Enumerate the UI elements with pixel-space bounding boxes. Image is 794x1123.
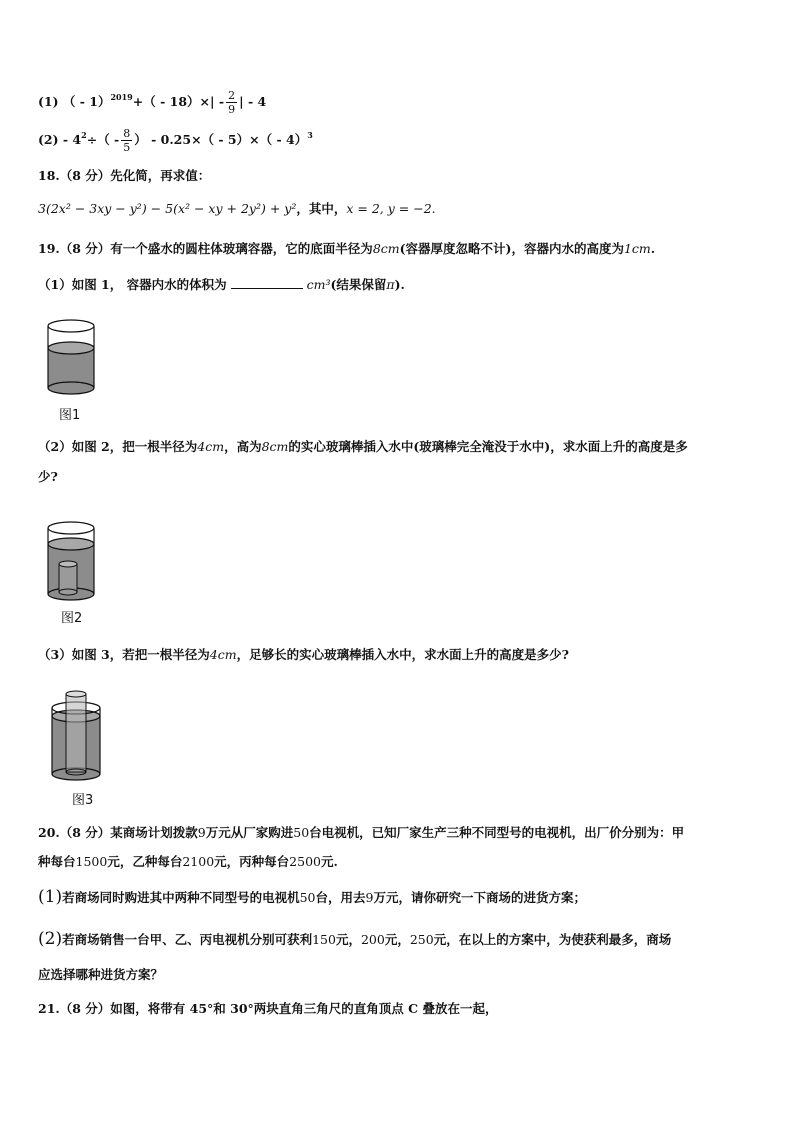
- question-20-line-1: 20.（8 分）某商场计划拨款9万元从厂家购进50台电视机，已知厂家生产三种不同型号的电视机，出厂价分别为：甲: [38, 825, 685, 840]
- problem-label: (1): [38, 94, 59, 109]
- question-19-part-2: （2）如图 2，把一根半径为4cm，高为8cm的实心玻璃棒插入水中(玻璃棒完全淹没于水中)，求水面上升的高度是多: [38, 439, 688, 454]
- question-19-part-2-cont: 少?: [38, 469, 58, 484]
- figure-2-caption: 图2: [61, 611, 83, 626]
- figure-3-caption: 图3: [72, 793, 94, 808]
- problem-2: $(2) - 4^2\div$（ - $\frac{8}{5}$ ） - 0.25×（ - 5）×（ - 4）$^3$: [38, 127, 313, 154]
- question-18-expression: 3(2x² − 3xy − y²) − 5(x² − xy + 2y²) + y²，其中，x = 2, y = −2.: [38, 201, 436, 216]
- question-20-part-2: (2)若商场销售一台甲、乙、丙电视机分别可获利150元，200元，250元，在以上的方案中，为使获利最多，商场: [38, 929, 672, 949]
- figure-1-cylinder: [46, 318, 98, 396]
- question-19-heading: 19.（8 分）有一个盛水的圆柱体玻璃容器，它的底面半径为8cm(容器厚度忽略不计)，容器内水的高度为1cm.: [38, 241, 656, 256]
- problem-1: (1) （ - 1）$^{2019}$+（ - 18）×| - $\frac{2}{9}$ | - 4: [38, 89, 267, 116]
- figure-2-cylinder-with-rod: [46, 520, 98, 602]
- question-18-heading: 18.（8 分）先化简，再求值：: [38, 168, 211, 183]
- problem-label: (2): [38, 132, 59, 147]
- question-19-part-3: （3）如图 3，若把一根半径为4cm，足够长的实心玻璃棒插入水中，求水面上升的高度是多少?: [38, 647, 569, 662]
- fraction: $\frac{8}{5}$: [123, 127, 131, 154]
- question-20-part-2-cont: 应选择哪种进货方案？: [38, 967, 164, 982]
- fraction: $\frac{2}{9}$: [228, 89, 236, 116]
- question-20-part-1: (1)若商场同时购进其中两种不同型号的电视机50台，用去9万元，请你研究一下商场的进货方案；: [38, 887, 586, 907]
- question-20-line-2: 种每台1500元，乙种每台2100元，丙种每台2500元.: [38, 854, 338, 869]
- figure-1-caption: 图1: [59, 408, 81, 423]
- figure-3-cylinder-with-long-rod: [50, 688, 106, 784]
- answer-blank[interactable]: [231, 276, 303, 289]
- question-19-part-1: （1）如图 1， 容器内水的体积为 cm³(结果保留π).: [38, 277, 405, 292]
- question-21-heading: 21.（8 分）如图，将带有 45°和 30°两块直角三角尺的直角顶点 C 叠放在一起，: [38, 1001, 498, 1016]
